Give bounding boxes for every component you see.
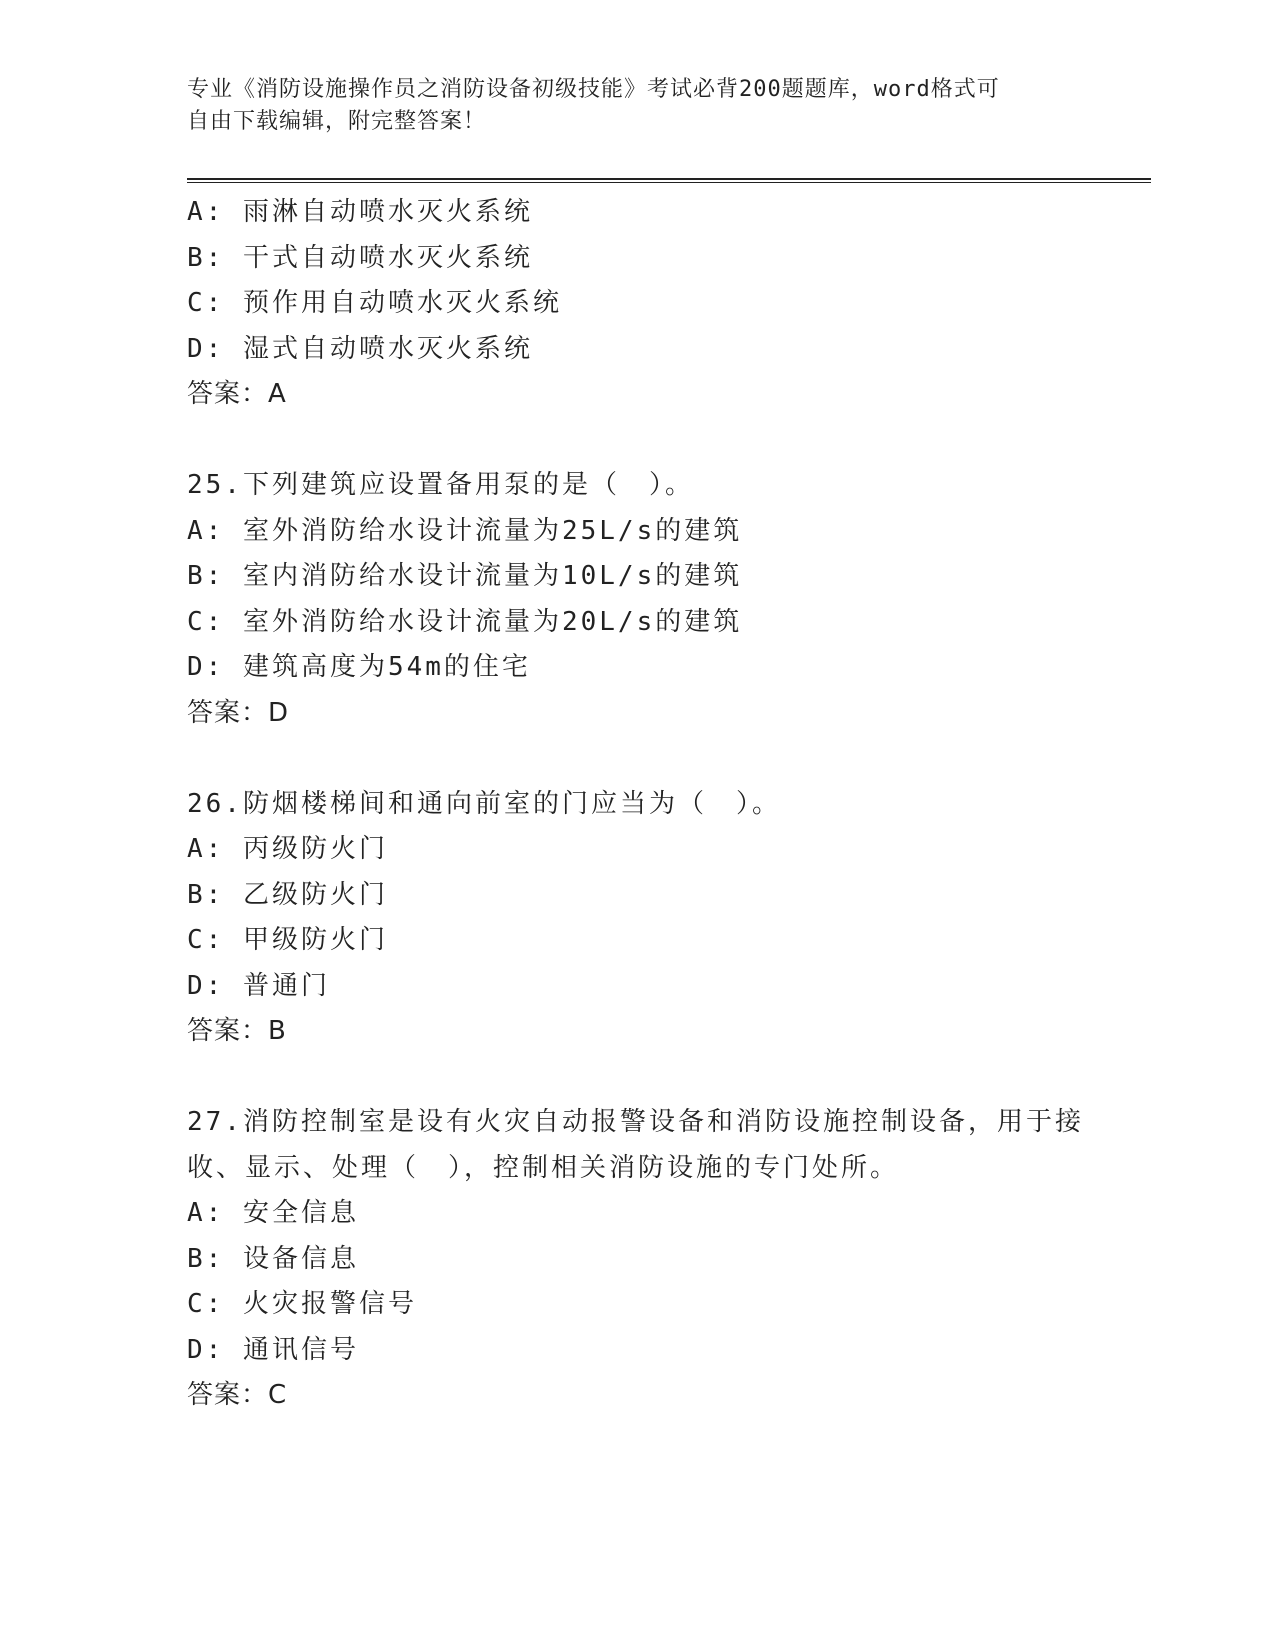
spacer — [187, 418, 1087, 464]
option-b: B: 乙级防火门 — [187, 879, 388, 910]
option-b: B: 室内消防给水设计流量为10L/s的建筑 — [187, 561, 743, 591]
option-d: D: 通讯信号 — [187, 1334, 359, 1365]
question-text: 26.防烟楼梯间和通向前室的门应当为（ ）。 — [187, 788, 781, 819]
option-b: B: 设备信息 — [187, 1243, 359, 1274]
question-list — [187, 190, 1087, 1419]
option-a: A: 安全信息 — [187, 1198, 359, 1228]
header-title-line-1: 专业《消防设施操作员之消防设备初级技能》考试必背200题题库，word格式可 — [187, 77, 1000, 102]
question-text: 25.下列建筑应设置备用泵的是（ ）。 — [187, 470, 694, 500]
spacer — [187, 1055, 1087, 1101]
answer-line: 答案：D — [187, 697, 290, 728]
header-title-line-2: 自由下载编辑，附完整答案！ — [187, 109, 487, 134]
question-25 — [187, 463, 1087, 736]
question-text-line-2: 收、显示、处理（ ），控制相关消防设施的专门处所。 — [187, 1152, 900, 1183]
question-24 — [187, 190, 1087, 418]
option-c: C: 室外消防给水设计流量为20L/s的建筑 — [187, 606, 743, 637]
option-d: D: 建筑高度为54m的住宅 — [187, 652, 531, 682]
option-d: D: 湿式自动喷水灭火系统 — [187, 333, 533, 364]
option-b: B: 干式自动喷水灭火系统 — [187, 242, 533, 273]
option-a: A: 雨淋自动喷水灭火系统 — [187, 197, 533, 227]
question-27 — [187, 1100, 1087, 1419]
answer-line: 答案：A — [187, 379, 287, 409]
question-text-line-1: 27.消防控制室是设有火灾自动报警设备和消防设施控制设备，用于接 — [187, 1107, 1084, 1137]
header-divider — [187, 178, 1151, 183]
option-c: C: 火灾报警信号 — [187, 1289, 417, 1319]
answer-line: 答案：C — [187, 1380, 288, 1410]
option-d: D: 普通门 — [187, 970, 330, 1001]
option-c: C: 甲级防火门 — [187, 925, 388, 955]
option-a: A: 室外消防给水设计流量为25L/s的建筑 — [187, 515, 743, 546]
document-header — [187, 74, 1077, 138]
option-c: C: 预作用自动喷水灭火系统 — [187, 288, 562, 318]
answer-line: 答案：B — [187, 1016, 287, 1046]
spacer — [187, 736, 1087, 782]
option-a: A: 丙级防火门 — [187, 834, 388, 864]
question-26 — [187, 782, 1087, 1055]
